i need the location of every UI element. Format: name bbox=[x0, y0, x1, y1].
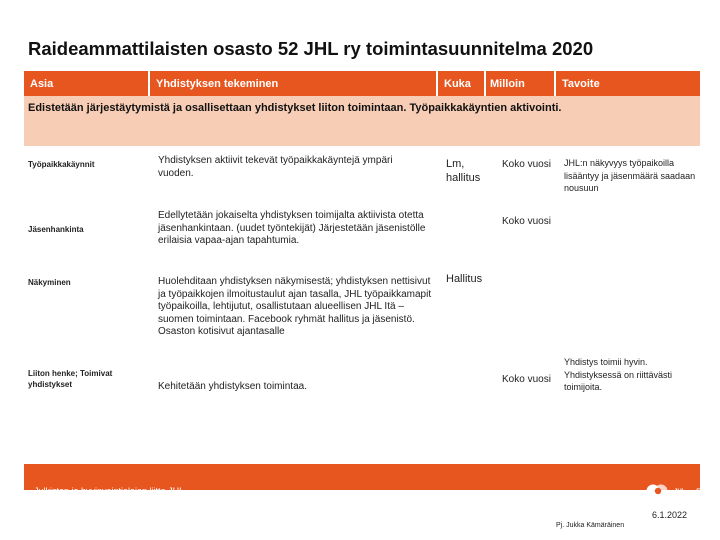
header-asia-label: Asia bbox=[30, 77, 54, 90]
header-milloin-label: Milloin bbox=[490, 77, 525, 90]
row-1-kuka: Lm, hallitus bbox=[446, 158, 481, 184]
row-2-tekeminen: Edellytetään jokaiselta yhdistyksen toimijalta aktiivista otetta jäsenhankintaan. (uudet työntekijät) Järjestetään jäsenistölle erilaisia vapaa-ajan tapahtumia. bbox=[158, 210, 426, 246]
row-1-asia: Työpaikkakäynnit bbox=[28, 160, 95, 169]
row-2-asia: Jäsenhankinta bbox=[28, 225, 84, 234]
row-1-tavoite: JHL:n näkyvyys työpaikoilla lisääntyy ja jäsenmäärä saadaan nousuun bbox=[564, 158, 696, 193]
header-kuka-label: Kuka bbox=[444, 77, 471, 90]
objective-band bbox=[24, 96, 700, 146]
header-tavoite-label: Tavoite bbox=[562, 77, 600, 90]
row-1-milloin: Koko vuosi bbox=[502, 159, 551, 170]
logo-text: JHL bbox=[674, 489, 686, 495]
row-3-kuka: Hallitus bbox=[446, 273, 483, 285]
header-kuka bbox=[438, 71, 484, 96]
row-4-tekeminen: Kehitetään yhdistyksen toimintaa. bbox=[158, 381, 307, 392]
slide-date: 6.1.2022 bbox=[652, 510, 688, 520]
header-asia bbox=[24, 71, 148, 96]
row-4-tavoite: Yhdistys toimii hyvin. Yhdistyksessä on riittävästi toimijoita. bbox=[564, 357, 673, 392]
row-1-tekeminen: Yhdistyksen aktiivit tekevät työpaikkakäyntejä ympäri vuoden. bbox=[158, 155, 393, 179]
slide-author: Pj. Jukka Kämäräinen bbox=[556, 522, 625, 529]
page-number: 5 bbox=[696, 487, 702, 497]
header-tekeminen-label: Yhdistyksen tekeminen bbox=[156, 77, 279, 90]
row-3-tekeminen: Huolehditaan yhdistyksen näkymisestä; yhdistyksen nettisivut ja työpaikkojen ilmoitustaulut ajan tasalla, JHL työpaikkamapit työpaikoilla, lehtijutut, osallistutaan alueellisen JHL Itä – suomen toimintaan. Facebook ryhmät hallitus ja jäsenistö. Osaston kotisivut ajantasalle bbox=[158, 276, 432, 337]
jhl-logo-icon bbox=[646, 484, 670, 498]
footer-org: Julkisten ja hyvinvointialojen liitto JHL bbox=[34, 486, 185, 496]
header-milloin bbox=[486, 71, 554, 96]
header-tavoite bbox=[556, 71, 700, 96]
row-2-milloin: Koko vuosi bbox=[502, 216, 551, 227]
slide-title: Raideammattilaisten osasto 52 JHL ry toimintasuunnitelma 2020 bbox=[28, 38, 594, 59]
row-4-milloin: Koko vuosi bbox=[502, 374, 551, 385]
row-4-asia: Liiton henke; Toimivat yhdistykset bbox=[28, 369, 113, 389]
header-tekeminen bbox=[150, 71, 436, 96]
objective-text: Edistetään järjestäytymistä ja osallisettaan yhdistykset liiton toimintaan. Työpaikkakäyntien aktivointi. bbox=[28, 102, 562, 114]
row-3-asia: Näkyminen bbox=[28, 278, 71, 287]
